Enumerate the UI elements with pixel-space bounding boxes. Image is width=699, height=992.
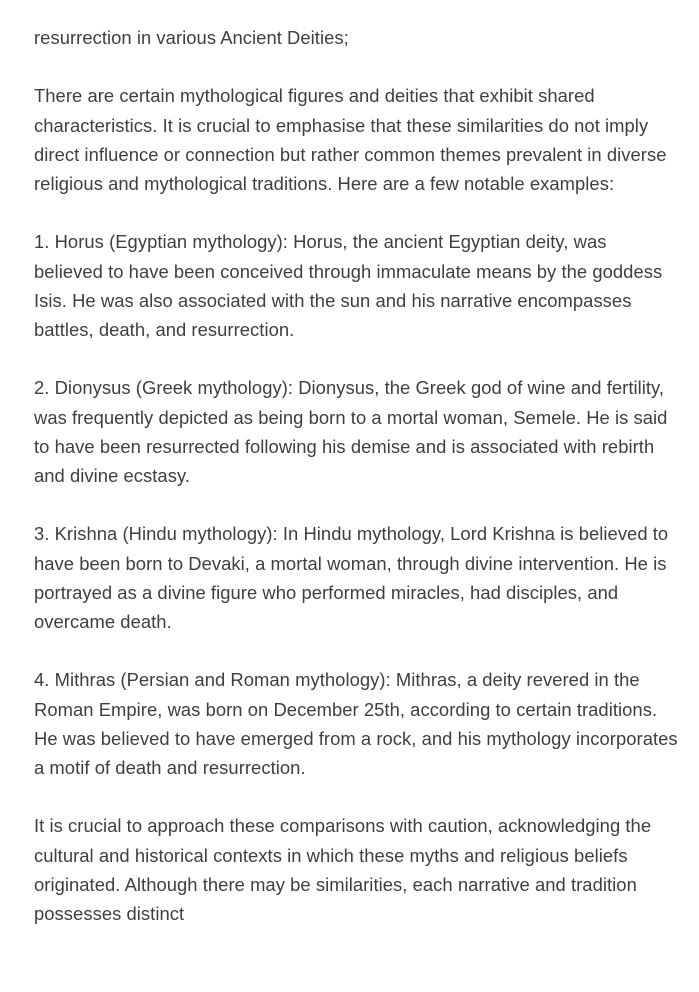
paragraph-conclusion: It is crucial to approach these comparisons with caution, acknowledging the cultural and historical contexts in which these myths and religious beliefs originated. Although there may be similarities, each narrative and tradition possesses distinct — [34, 815, 652, 924]
paragraph-dionysus: 2. Dionysus (Greek mythology): Dionysus, the Greek god of wine and fertility, was frequently depicted as being born to a mortal woman, Semele. He is said to have been resurrected following his demise and is associated with rebirth and divine ecstasy. — [34, 377, 668, 486]
paragraph-horus: 1. Horus (Egyptian mythology): Horus, the ancient Egyptian deity, was believed to have been conceived through immaculate means by the goddess Isis. He was also associated with the sun and his narrative encompasses battles, death, and resurrection. — [34, 231, 663, 340]
paragraph-overview: There are certain mythological figures and deities that exhibit shared characteristics. It is crucial to emphasise that these similarities do not imply direct influence or connection but rather common themes prevalent in diverse religious and mythological traditions. Here are a few notable examples: — [34, 85, 667, 194]
paragraph-krishna: 3. Krishna (Hindu mythology): In Hindu mythology, Lord Krishna is believed to have been born to Devaki, a mortal woman, through divine intervention. He is portrayed as a divine figure who performed miracles, had disciples, and overcame death. — [34, 523, 669, 632]
paragraph-intro-heading: resurrection in various Ancient Deities; — [34, 27, 349, 48]
paragraph-mithras: 4. Mithras (Persian and Roman mythology): Mithras, a deity revered in the Roman Empire, was born on December 25th, according to certain traditions. He was believed to have emerged from a rock, and his mythology incorporates a motif of death and resurrection. — [34, 669, 678, 778]
